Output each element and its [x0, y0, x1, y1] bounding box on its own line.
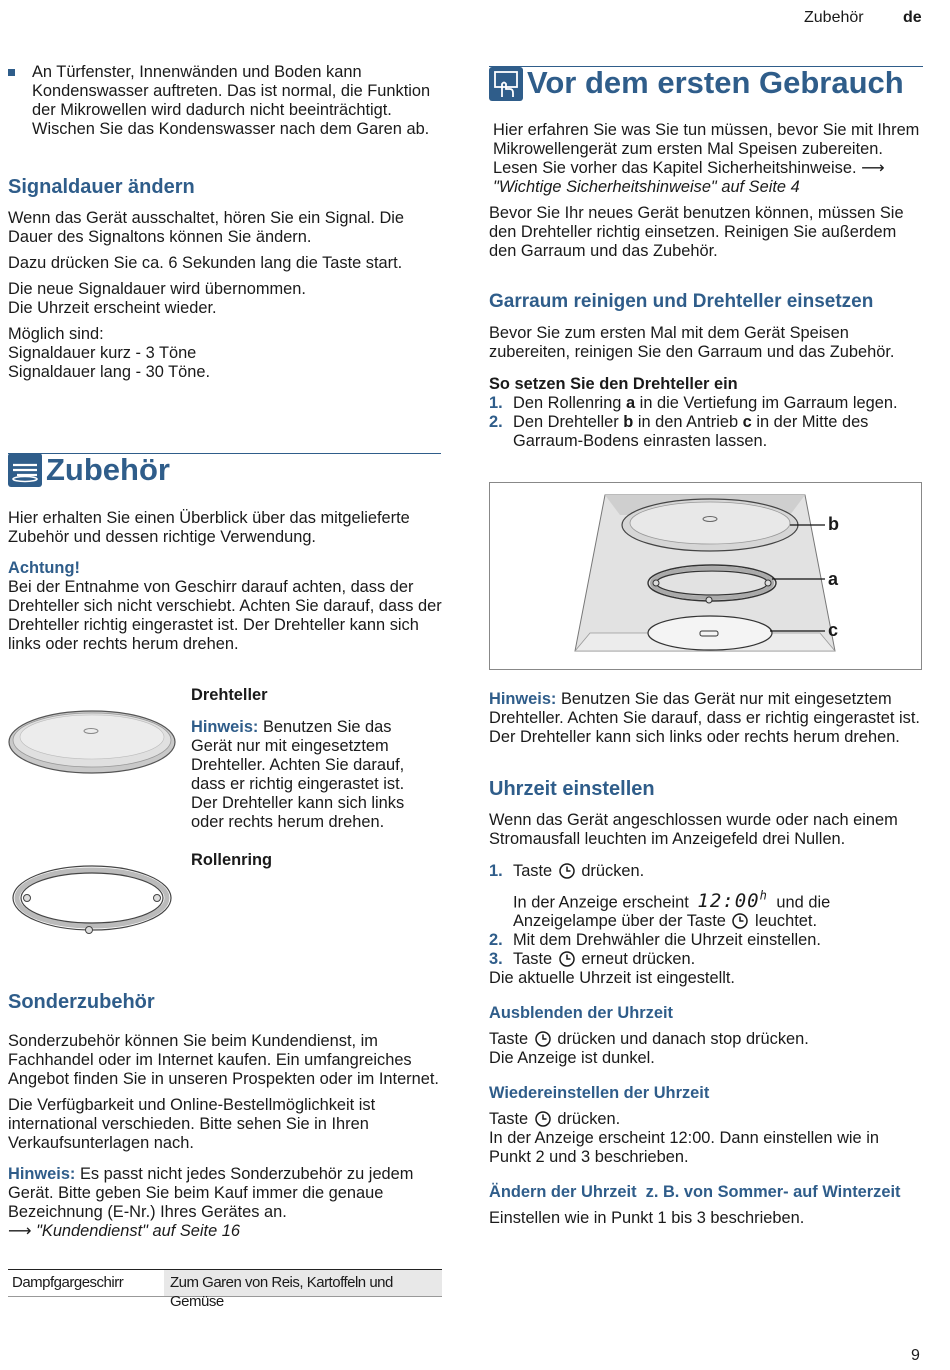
steps-heading: So setzen Sie den Drehteller ein — [489, 375, 738, 393]
right-column-bottom — [489, 690, 925, 1228]
drehteller-block — [191, 686, 431, 870]
uhr-s1-a: Taste — [513, 862, 553, 880]
header-section: Zubehör — [804, 9, 864, 26]
step-1-b: a — [625, 394, 636, 412]
ausblenden-a: Taste — [489, 1030, 529, 1049]
step-number: 3. — [489, 950, 503, 969]
step-text — [513, 862, 644, 881]
uhr-result: Die aktuelle Uhrzeit ist eingestellt. — [489, 969, 735, 988]
clock-icon — [732, 913, 748, 929]
signal-p1: Wenn das Gerät ausschaltet, hören Sie ein Signal. Die Dauer des Signaltons können Sie ändern. — [8, 209, 405, 246]
wieder-line1 — [489, 1110, 925, 1129]
garraum-hinweis-text: Benutzen Sie das Gerät nur mit eingesetztem Drehteller. Achten Sie darauf, dass er richtig eingerastet ist. Der Drehteller kann sich links oder rechts herum drehen. — [489, 690, 920, 746]
step-2-e: in der Mitte des Garraum-Bodens einrasten lassen. — [513, 413, 869, 450]
uhr-s1-b: drücken. — [581, 862, 645, 880]
zubehoer-intro: Hier erhalten Sie einen Überblick über das mitgelieferte Zubehör und dessen richtige Verwendung. — [8, 509, 410, 546]
clock-icon — [535, 1031, 551, 1047]
garraum-hinweis-label: Hinweis: — [489, 690, 557, 708]
sonder-link-line — [8, 1222, 442, 1241]
sonder-p2: Die Verfügbarkeit und Online-Bestellmöglichkeit ist international verschieden. Bitte sehen Sie in Ihren Verkaufsunterlagen nach. — [8, 1096, 376, 1152]
table-cell-name: Dampfgargeschirr — [12, 1274, 124, 1291]
roller-ring-image — [7, 860, 177, 948]
step-2-b: b — [623, 413, 634, 431]
step-1-c: in die Vertiefung im Garraum legen. — [639, 394, 898, 412]
vor-intro — [489, 121, 925, 197]
bullet-icon — [8, 69, 15, 76]
sonder-heading: Sonderzubehör — [8, 991, 155, 1013]
step-number: 1. — [489, 394, 503, 412]
ausblenden-b: drücken und danach stop drücken. — [557, 1030, 809, 1049]
step-2-c: in den Antrieb — [637, 413, 739, 431]
display-digits: 12:00 — [697, 890, 760, 913]
sicherheit-link-a[interactable]: "Wichtige Sicherheitshinweise" — [493, 178, 717, 196]
sonder-section — [8, 990, 442, 1241]
drehteller-hinweis-label: Hinweis: — [191, 718, 259, 736]
sicherheit-link-b[interactable]: auf Seite 4 — [721, 178, 800, 196]
wieder-line2: In der Anzeige erscheint 12:00. Dann einstellen wie in Punkt 2 und 3 beschrieben. — [489, 1129, 879, 1167]
wieder-b: drücken. — [557, 1110, 621, 1129]
accessory-table — [8, 1269, 442, 1310]
step-2-a: Den Drehteller — [513, 413, 619, 431]
kundendienst-link[interactable]: "Kundendienst" auf Seite 16 — [36, 1222, 240, 1240]
drehteller-title: Drehteller — [191, 686, 268, 704]
clock-icon — [535, 1111, 551, 1127]
page-header — [0, 8, 924, 30]
uhr-step-2 — [489, 931, 925, 950]
signal-p2: Dazu drücken Sie ca. 6 Sekunden lang die Taste start. — [8, 254, 403, 272]
label-a: a — [828, 569, 839, 589]
rollenring-title: Rollenring — [191, 851, 273, 869]
arrow-icon: ⟶ — [8, 1222, 32, 1240]
vor-heading — [489, 65, 929, 105]
step-2-d: c — [742, 413, 752, 431]
step-text — [513, 394, 898, 413]
sonder-hinweis — [8, 1165, 442, 1222]
arrow-icon: ⟶ — [861, 159, 885, 177]
zubehoer-body — [8, 509, 442, 654]
aendern-text: Einstellen wie in Punkt 1 bis 3 beschrieben. — [489, 1209, 805, 1228]
uhr-step-3 — [489, 950, 925, 969]
uhr-s3-a: Taste — [513, 950, 553, 969]
signal-heading: Signaldauer ändern — [8, 176, 195, 198]
display-readout — [697, 890, 767, 912]
accessory-icon — [8, 453, 42, 487]
ausblenden-heading: Ausblenden der Uhrzeit — [489, 1004, 673, 1023]
vor-title: Vor dem ersten Gebrauch — [527, 65, 904, 100]
uhr-step-1-sub — [489, 887, 925, 931]
aendern-heading: Ändern der Uhrzeit z. B. von Sommer- auf Winterzeit — [489, 1183, 901, 1202]
step-text — [513, 413, 925, 451]
step-1-a: Den Rollenring — [513, 394, 622, 412]
wieder-heading: Wiedereinstellen der Uhrzeit — [489, 1084, 710, 1103]
clock-icon — [559, 951, 575, 967]
sonder-p1: Sonderzubehör können Sie beim Kundendienst, im Fachhandel oder im Internet kaufen. Ein umfangreiches Angebot finden Sie in unseren Prospekten oder im Internet. — [8, 1032, 439, 1088]
table-cell-desc: Zum Garen von Reis, Kartoffeln und Gemüse — [164, 1270, 442, 1296]
left-column — [8, 63, 442, 382]
signal-p3b: Die Uhrzeit erscheint wieder. — [8, 299, 217, 317]
bullet-text: An Türfenster, Innenwänden und Boden kann Kondenswasser auftreten. Das ist normal, die Funktion der Mikrowellen wird dadurch nicht beeinträchtigt. Wischen Sie das Kondenswasser nach dem Garen ab. — [32, 63, 431, 138]
bullet-item — [8, 63, 442, 139]
signal-p4b: Signaldauer kurz - 3 Töne — [8, 344, 197, 362]
uhr-s2: Mit dem Drehwähler die Uhrzeit einstellen. — [513, 931, 821, 950]
wieder-a: Taste — [489, 1110, 529, 1129]
garraum-heading: Garraum reinigen und Drehteller einsetzen — [489, 291, 874, 312]
label-c: c — [828, 620, 839, 640]
uhr-s1-sub-b: und die — [776, 893, 831, 912]
uhr-s1-sub-d: leuchtet. — [755, 912, 818, 931]
step-number: 2. — [489, 413, 503, 431]
turntable-image — [7, 704, 177, 776]
clock-icon — [559, 863, 575, 879]
garraum-p1: Bevor Sie zum ersten Mal mit dem Gerät Speisen zubereiten, reinigen Sie den Garraum und das Zubehör. — [489, 324, 895, 361]
uhr-s1-sub-c: Anzeigelampe über der Taste — [513, 912, 726, 931]
sonder-hinweis-text: Es passt nicht jedes Sonderzubehör zu jedem Gerät. Bitte geben Sie beim Kauf immer die genaue Bezeichnung (E-Nr.) Ihres Gerätes an. — [8, 1165, 414, 1221]
signal-p4a: Möglich sind: — [8, 325, 104, 343]
signal-p3a: Die neue Signaldauer wird übernommen. — [8, 280, 306, 298]
uhr-s3-b: erneut drücken. — [581, 950, 696, 969]
zubehoer-title: Zubehör — [46, 452, 170, 487]
display-unit: h — [759, 889, 768, 903]
oven-drawing — [490, 483, 922, 670]
achtung-text: Bei der Entnahme von Geschirr darauf achten, dass der Drehteller sich nicht verschiebt. Achten Sie darauf, dass der Drehteller richtig eingerastet ist. Der Drehteller kann sich links oder rechts herum drehen. — [8, 578, 442, 653]
right-column-top — [489, 121, 925, 451]
vor-intro-text: Hier erfahren Sie was Sie tun müssen, bevor Sie mit Ihrem Mikrowellengerät zum ersten Mal Speisen zubereiten. Lesen Sie vorher das Kapitel Sicherheitshinweise. — [493, 121, 920, 177]
step-1 — [489, 394, 925, 413]
garraum-hinweis — [489, 690, 925, 747]
uhrzeit-heading: Uhrzeit einstellen — [489, 778, 655, 800]
label-b: b — [828, 514, 839, 534]
step-2 — [489, 413, 925, 451]
step-text — [513, 950, 695, 969]
step-number: 2. — [489, 931, 503, 950]
ausblenden-line1 — [489, 1030, 925, 1049]
achtung-label: Achtung! — [8, 559, 80, 577]
hand-icon — [489, 67, 523, 101]
uhr-s1-sub-a: In der Anzeige erscheint — [513, 893, 689, 912]
uhrzeit-intro: Wenn das Gerät angeschlossen wurde oder nach einem Stromausfall leuchten im Anzeigefeld drei Nullen. — [489, 811, 898, 848]
sonder-hinweis-label: Hinweis: — [8, 1165, 76, 1183]
step-number: 1. — [489, 862, 503, 880]
signal-p4c: Signaldauer lang - 30 Töne. — [8, 363, 210, 381]
ausblenden-line2: Die Anzeige ist dunkel. — [489, 1049, 655, 1068]
drehteller-hinweis-text: Benutzen Sie das Gerät nur mit eingesetztem Drehteller. Achten Sie darauf, dass er richtig eingerastet ist. Der Drehteller kann sich links oder rechts herum drehen. — [191, 718, 405, 831]
uhr-step-1 — [489, 862, 925, 881]
header-lang: de — [903, 9, 922, 26]
page-number: 9 — [911, 1347, 920, 1364]
vor-p2: Bevor Sie Ihr neues Gerät benutzen können, müssen Sie den Drehteller richtig einsetzen. Reinigen Sie außerdem den Garraum und das Zubehör. — [489, 204, 904, 260]
drehteller-hinweis — [191, 718, 431, 832]
oven-illustration — [489, 482, 922, 670]
